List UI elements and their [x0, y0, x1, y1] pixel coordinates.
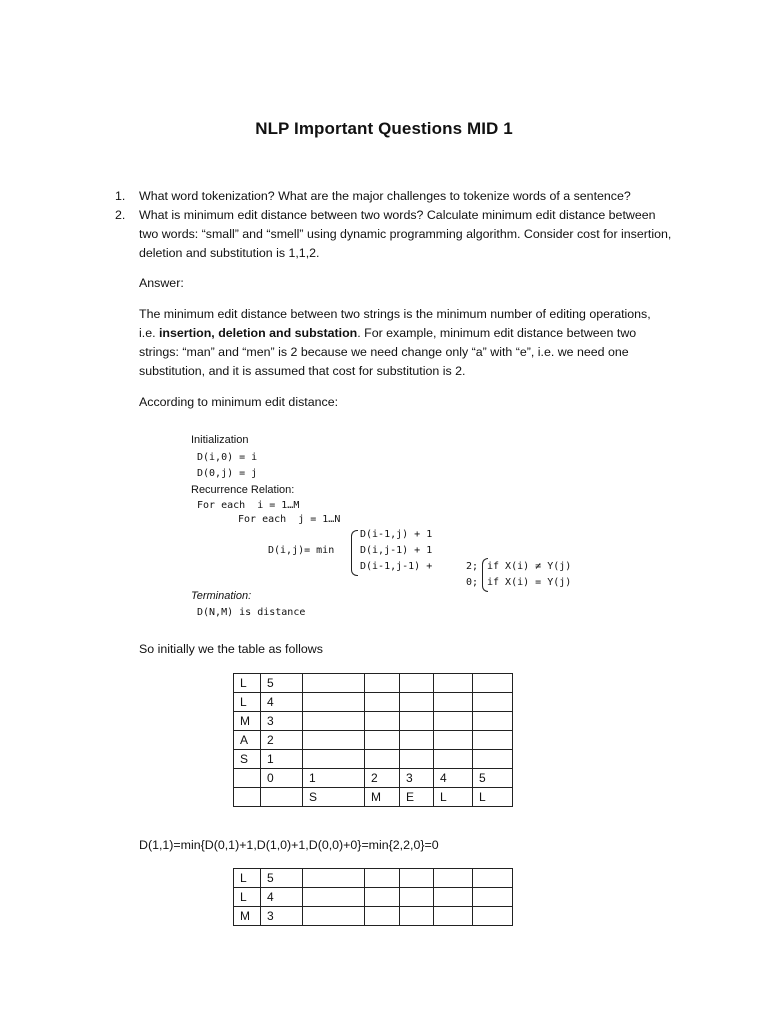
formula-init-line: D(i,0) = i [197, 452, 258, 463]
table-cell [365, 712, 400, 731]
table-row [234, 769, 513, 788]
table-cell [434, 750, 473, 769]
table-cell: L [234, 869, 261, 888]
question-number: 2. [115, 208, 126, 222]
table-cell: L [234, 888, 261, 907]
min-brace [351, 530, 358, 576]
question-list [115, 187, 675, 263]
question-text: What is minimum edit distance between two words? Calculate minimum edit distance between two words: “small” and “smell” using dynamic programming algorithm. Consider cost for insertion, deletion and substitution is 1,1,2. [139, 208, 672, 260]
table-cell [434, 674, 473, 693]
edit-distance-formula [190, 434, 590, 624]
table-row [234, 750, 513, 769]
edit-distance-table-step [233, 868, 513, 926]
table-cell [303, 731, 365, 750]
definition-text-start: The minimum edit distance between two strings is the minimum number of editing operations, i.e. [139, 307, 651, 340]
formula-sub-cost: 0; [466, 577, 479, 588]
table-cell [400, 907, 434, 926]
formula-termination-label: Termination: [191, 590, 252, 602]
table-row [234, 869, 513, 888]
question-number: 1. [115, 189, 126, 203]
table-cell [303, 750, 365, 769]
table-row [234, 674, 513, 693]
table-cell [473, 888, 513, 907]
formula-case: D(i,j-1) + 1 [360, 545, 433, 556]
table-cell [473, 731, 513, 750]
definition-paragraph [139, 305, 669, 381]
table-cell: L [234, 674, 261, 693]
table-row [234, 712, 513, 731]
table-cell: 4 [434, 769, 473, 788]
table-cell [434, 869, 473, 888]
table-cell [473, 693, 513, 712]
table-cell: L [473, 788, 513, 807]
formula-for-i: For each i = 1…M [197, 500, 300, 511]
table-cell: S [303, 788, 365, 807]
table-cell [303, 869, 365, 888]
table-cell: 2 [365, 769, 400, 788]
table-cell [434, 731, 473, 750]
question-item [115, 187, 675, 206]
table-row [234, 907, 513, 926]
table-cell [365, 674, 400, 693]
formula-condition: if X(i) = Y(j) [487, 577, 572, 588]
table-cell [473, 712, 513, 731]
question-item [115, 206, 675, 263]
formula-init-label: Initialization [191, 434, 249, 446]
table-cell [365, 731, 400, 750]
table-cell [303, 693, 365, 712]
table-cell [234, 769, 261, 788]
table-intro-text: So initially we the table as follows [139, 642, 323, 656]
table-cell [365, 750, 400, 769]
table-cell: 1 [303, 769, 365, 788]
table-cell [303, 888, 365, 907]
table-cell [400, 731, 434, 750]
table-cell [434, 712, 473, 731]
formula-for-j: For each j = 1…N [238, 514, 341, 525]
answer-label: Answer: [139, 276, 184, 290]
table-cell: E [400, 788, 434, 807]
table-cell [234, 788, 261, 807]
table-cell [303, 907, 365, 926]
table-cell [400, 693, 434, 712]
table-cell: 3 [261, 712, 303, 731]
formula-case: D(i-1,j) + 1 [360, 529, 433, 540]
table-cell: 3 [400, 769, 434, 788]
table-cell: M [234, 907, 261, 926]
formula-termination: D(N,M) is distance [197, 607, 306, 618]
table-cell [365, 907, 400, 926]
table-cell [261, 788, 303, 807]
table-cell: A [234, 731, 261, 750]
table-cell [400, 750, 434, 769]
edit-distance-table-initial [233, 673, 513, 807]
question-text: What word tokenization? What are the major challenges to tokenize words of a sentence? [139, 189, 631, 203]
formula-lhs: D(i,j)= min [268, 545, 335, 556]
table-cell [400, 674, 434, 693]
table-cell: L [434, 788, 473, 807]
table-cell: 5 [261, 674, 303, 693]
table-cell [434, 907, 473, 926]
table-cell: 4 [261, 693, 303, 712]
table-row [234, 731, 513, 750]
table-cell [434, 693, 473, 712]
table-cell [473, 750, 513, 769]
table-cell [434, 888, 473, 907]
table-cell: 1 [261, 750, 303, 769]
table-row [234, 788, 513, 807]
table-cell: 3 [261, 907, 303, 926]
table-cell: 4 [261, 888, 303, 907]
table-cell: 2 [261, 731, 303, 750]
table-cell [365, 693, 400, 712]
formula-case: D(i-1,j-1) + [360, 561, 433, 572]
table-cell [400, 888, 434, 907]
table-row [234, 693, 513, 712]
definition-bold-text: insertion, deletion and substation [158, 326, 358, 340]
table-cell: 5 [261, 869, 303, 888]
formula-init-line: D(0,j) = j [197, 468, 258, 479]
calculation-text: D(1,1)=min{D(0,1)+1,D(1,0)+1,D(0,0)+0}=min{2,2,0}=0 [139, 838, 439, 852]
table-cell [365, 888, 400, 907]
definition-text-end: . For example, minimum edit distance between two strings: “man” and “men” is 2 because we need change only “a” with “e”, i.e. we need one substitution, and it is assumed that cost for substitution is 2. [139, 326, 637, 378]
table-cell [365, 869, 400, 888]
table-cell [400, 712, 434, 731]
table-cell [303, 674, 365, 693]
table-cell [473, 674, 513, 693]
table-cell: M [234, 712, 261, 731]
table-cell [400, 869, 434, 888]
table-cell [303, 712, 365, 731]
page-title: NLP Important Questions MID 1 [255, 119, 513, 138]
table-cell: S [234, 750, 261, 769]
formula-recurrence-label: Recurrence Relation: [191, 484, 295, 496]
formula-sub-cost: 2; [466, 561, 479, 572]
formula-condition: if X(i) ≠ Y(j) [487, 561, 572, 572]
table-row [234, 888, 513, 907]
table-cell [473, 907, 513, 926]
table-cell: 5 [473, 769, 513, 788]
table-cell: M [365, 788, 400, 807]
table-cell: L [234, 693, 261, 712]
according-text: According to minimum edit distance: [139, 395, 339, 409]
table-cell: 0 [261, 769, 303, 788]
table-cell [473, 869, 513, 888]
